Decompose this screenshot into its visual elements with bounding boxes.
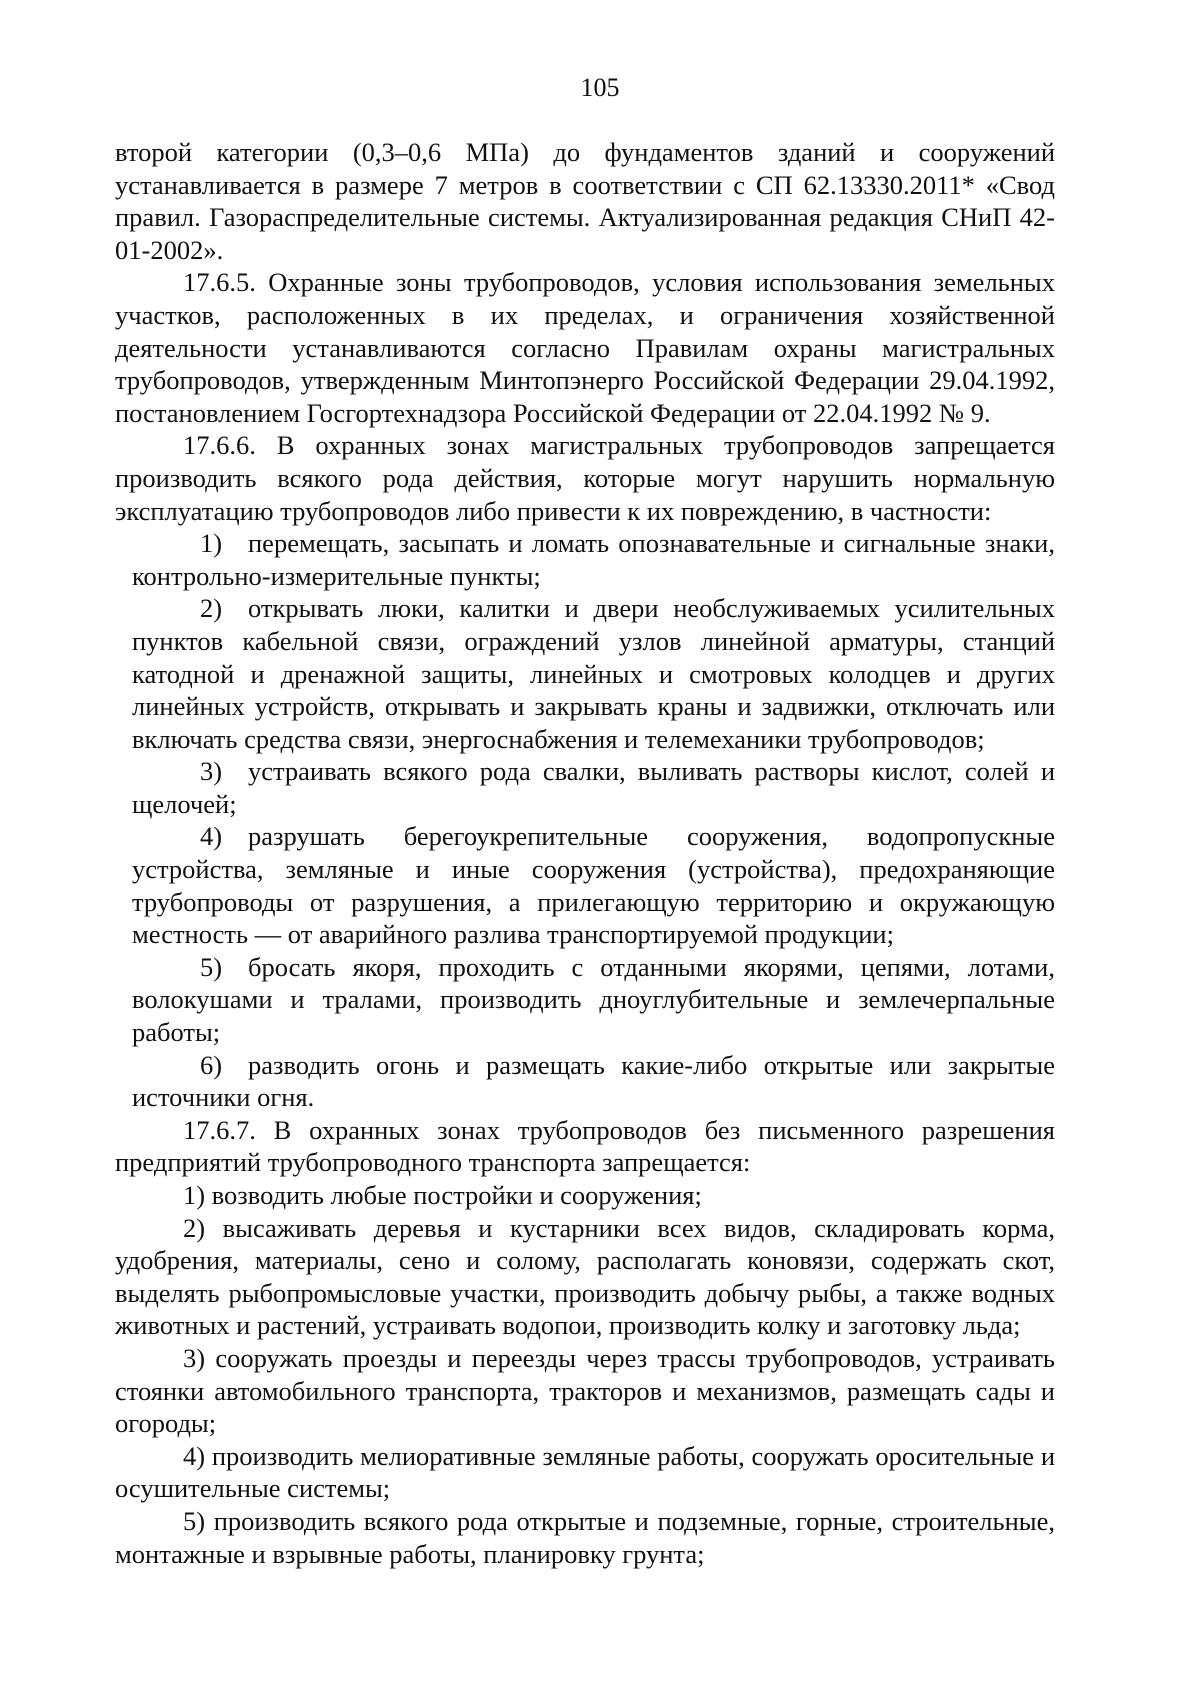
- list-item-text: разводить огонь и размещать какие-либо открытые или закрытые источники огня.: [132, 1049, 1055, 1113]
- list-item-number: 5): [200, 951, 223, 982]
- list-item-text: открывать люки, калитки и двери необслуживаемых усилительных пунктов кабельной связи, ограждений узлов линейной арматуры, станций катодной и дренажной защиты, линейных и смотровых колодцев и других линейных устройств, открывать и закрывать краны и задвижки, отключать или включать средства связи, энергоснабжения и телемеханики трубопроводов;: [132, 593, 1055, 754]
- paragraph-continuation: второй категории (0,3–0,6 МПа) до фундаментов зданий и сооружений устанавливается в размере 7 метров в соответствии с СП 62.13330.2011* «Свод правил. Газораспределительные системы. Актуализированная редакция СНиП 42-01-2002».: [115, 137, 1055, 265]
- list-item: [115, 1179, 1055, 1212]
- list-item-text: производить всякого рода открытые и подземные, горные, строительные, монтажные и взрывные работы, планировку грунта;: [115, 1505, 1055, 1569]
- list-item: [115, 592, 1055, 755]
- list-item-number: 4): [183, 1440, 206, 1471]
- list-item-number: 5): [183, 1505, 206, 1536]
- paragraph-17-6-6: 17.6.6. В охранных зонах магистральных трубопроводов запрещается производить всякого рода действия, которые могут нарушить нормальную эксплуатацию трубопроводов либо привести к их повреждению, в частности:: [115, 430, 1055, 526]
- list-item-text: возводить любые постройки и сооружения;: [211, 1180, 702, 1210]
- list-item-text: устраивать всякого рода свалки, выливать растворы кислот, солей и щелочей;: [132, 756, 1055, 819]
- list-item-number: 3): [183, 1342, 206, 1373]
- list-17-6-7: [115, 1179, 1055, 1570]
- list-item: [115, 1440, 1055, 1505]
- list-item: [115, 1342, 1055, 1440]
- list-item-number: 4): [200, 821, 223, 852]
- list-item-number: 6): [200, 1049, 223, 1080]
- list-item-text: высаживать деревья и кустарники всех видов, складировать корма, удобрения, материалы, сено и солому, располагать коновязи, содержать скот, выделять рыбопромысловые участки, производить добычу рыбы, а также водных животных и растений, устраивать водопои, производить колку и заготовку льда;: [115, 1212, 1055, 1341]
- list-item-number: 2): [200, 593, 223, 624]
- list-item: [115, 820, 1055, 950]
- list-item-text: разрушать берегоукрепительные сооружения, водопропускные устройства, земляные и иные сооружения (устройства), предохраняющие трубопроводы от разрушения, а прилегающую территорию и окружающую местность — от аварийного разлива транспортируемой продукции;: [132, 821, 1055, 950]
- document-body: [115, 136, 1055, 1570]
- list-item: [115, 1505, 1055, 1570]
- list-item: [115, 527, 1055, 592]
- list-item-text: сооружать проезды и переезды через трассы трубопроводов, устраивать стоянки автомобильного транспорта, тракторов и механизмов, размещать сады и огороды;: [115, 1342, 1055, 1439]
- list-17-6-6: [115, 527, 1055, 1114]
- page-number: 105: [580, 73, 620, 102]
- list-item-number: 1): [183, 1180, 206, 1210]
- list-item-number: 1): [200, 528, 223, 559]
- list-item: [115, 1212, 1055, 1342]
- paragraph-17-6-5: 17.6.5. Охранные зоны трубопроводов, условия использования земельных участков, расположенных в их пределах, и ограничения хозяйственной деятельности устанавливаются согласно Правилам охраны магистральных трубопроводов, утвержденным Минтопэнерго Российской Федерации 29.04.1992, постановлением Госгортехнадзора Российской Федерации от 22.04.1992 № 9.: [115, 267, 1055, 428]
- list-item: [115, 951, 1055, 1049]
- list-item-text: перемещать, засыпать и ломать опознавательные и сигнальные знаки, контрольно-измерительные пункты;: [132, 528, 1055, 591]
- list-item-text: бросать якоря, проходить с отданными якорями, цепями, лотами, волокушами и тралами, производить дноуглубительные и землечерпальные работы;: [132, 951, 1055, 1048]
- list-item-number: 2): [183, 1212, 206, 1243]
- list-item: [115, 1049, 1055, 1114]
- list-item: [115, 755, 1055, 820]
- list-item-text: производить мелиоративные земляные работы, сооружать оросительные и осушительные системы;: [115, 1440, 1056, 1504]
- list-item-number: 3): [200, 756, 223, 787]
- paragraph-17-6-7: 17.6.7. В охранных зонах трубопроводов без письменного разрешения предприятий трубопроводного транспорта запрещается:: [115, 1114, 1055, 1178]
